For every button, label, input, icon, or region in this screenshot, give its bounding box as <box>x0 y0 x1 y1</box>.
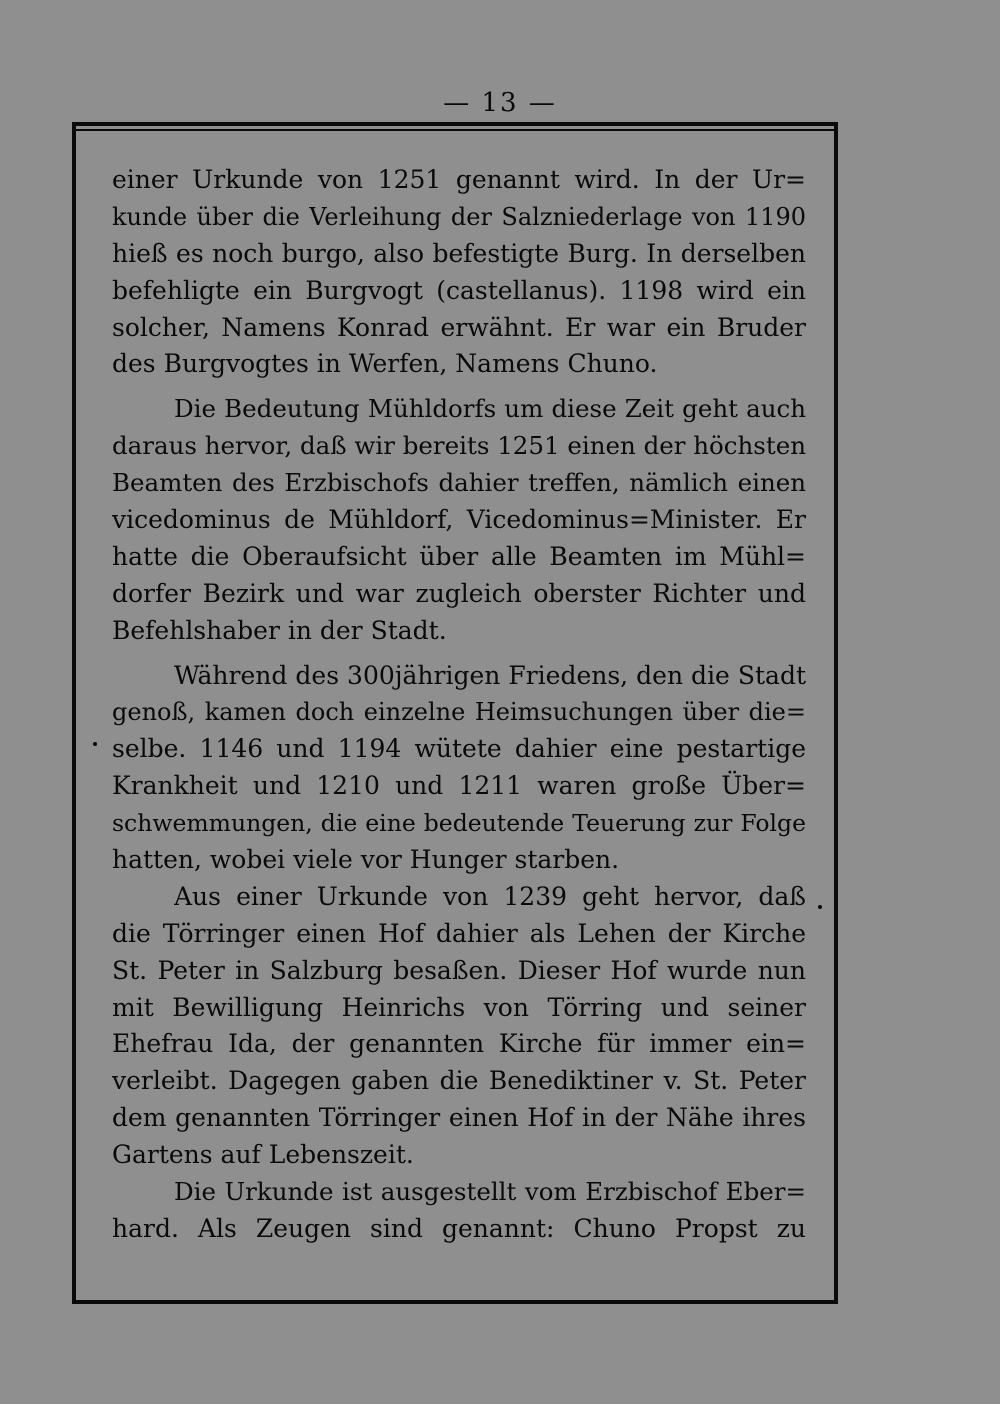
paragraph-continuation <box>112 428 806 649</box>
text-line: Ehefrau Ida, der genannten Kirche für immer ein= <box>112 1029 806 1059</box>
frame-double-rule <box>72 129 838 131</box>
text-line: hatte die Oberaufsicht über alle Beamten im Mühl= <box>112 541 806 571</box>
paragraph <box>112 879 806 916</box>
text-line: dorfer Bezirk und war zugleich oberster Richter und <box>112 578 806 608</box>
paragraph-continuation <box>112 694 806 878</box>
text-line: St. Peter in Salzburg besaßen. Dieser Hof wurde nun <box>112 955 806 985</box>
text-line: hard. Als Zeugen sind genannt: Chuno Propst zu <box>112 1213 806 1243</box>
text-line: des Burgvogtes in Werfen, Namens Chuno. <box>112 349 658 379</box>
text-line: dem genannten Törringer einen Hof in der Nähe ihres <box>112 1103 806 1133</box>
text-line: solcher, Namens Konrad erwähnt. Er war ein Bruder <box>112 312 806 342</box>
text-line: vicedominus de Mühldorf, Vicedominus=Minister. Er <box>112 505 806 535</box>
body-text <box>112 162 806 1248</box>
text-line: Gartens auf Lebenszeit. <box>112 1140 414 1170</box>
page-number: — 13 — <box>443 88 557 118</box>
paragraph <box>112 1174 806 1211</box>
text-line: Die Urkunde ist ausgestellt vom Erzbischof Eber= <box>174 1177 806 1207</box>
paragraph <box>112 658 806 695</box>
paragraph-continuation <box>112 916 806 1174</box>
text-line: Während des 300jährigen Friedens, den die Stadt <box>174 660 806 690</box>
text-line: schwemmungen, die eine bedeutende Teuerung zur Folge <box>112 809 806 838</box>
print-speck <box>818 905 822 909</box>
print-speck <box>93 742 97 746</box>
text-line: kunde über die Verleihung der Salzniederlage von 1190 <box>112 202 806 231</box>
text-line: verleibt. Dagegen gaben die Benediktiner v. St. Peter <box>112 1066 806 1096</box>
text-line: einer Urkunde von 1251 genannt wird. In der Ur= <box>112 165 806 194</box>
text-line: mit Bewilligung Heinrichs von Törring und seiner <box>112 992 806 1022</box>
text-line: Aus einer Urkunde von 1239 geht hervor, daß <box>174 881 806 911</box>
text-line: hatten, wobei viele vor Hunger starben. <box>112 845 620 875</box>
text-line: hieß es noch burgo, also befestigte Burg. In derselben <box>112 238 806 268</box>
paragraph <box>112 162 806 383</box>
text-line: Befehlshaber in der Stadt. <box>112 615 447 645</box>
text-line: die Törringer einen Hof dahier als Lehen der Kirche <box>112 918 806 948</box>
text-line: Krankheit und 1210 und 1211 waren große Über= <box>112 771 806 801</box>
text-line: Beamten des Erzbischofs dahier treffen, nämlich einen <box>112 468 806 498</box>
text-line: daraus hervor, daß wir bereits 1251 einen der höchsten <box>112 431 806 461</box>
text-line: Die Bedeutung Mühldorfs um diese Zeit geht auch <box>174 394 806 424</box>
text-line: genoß, kamen doch einzelne Heimsuchungen über die= <box>112 698 806 727</box>
paragraph-continuation <box>112 1211 806 1248</box>
paragraph <box>112 391 806 428</box>
text-line: selbe. 1146 und 1194 wütete dahier eine pestartige <box>112 734 806 764</box>
text-line: befehligte ein Burgvogt (castellanus). 1198 wird ein <box>112 275 806 305</box>
